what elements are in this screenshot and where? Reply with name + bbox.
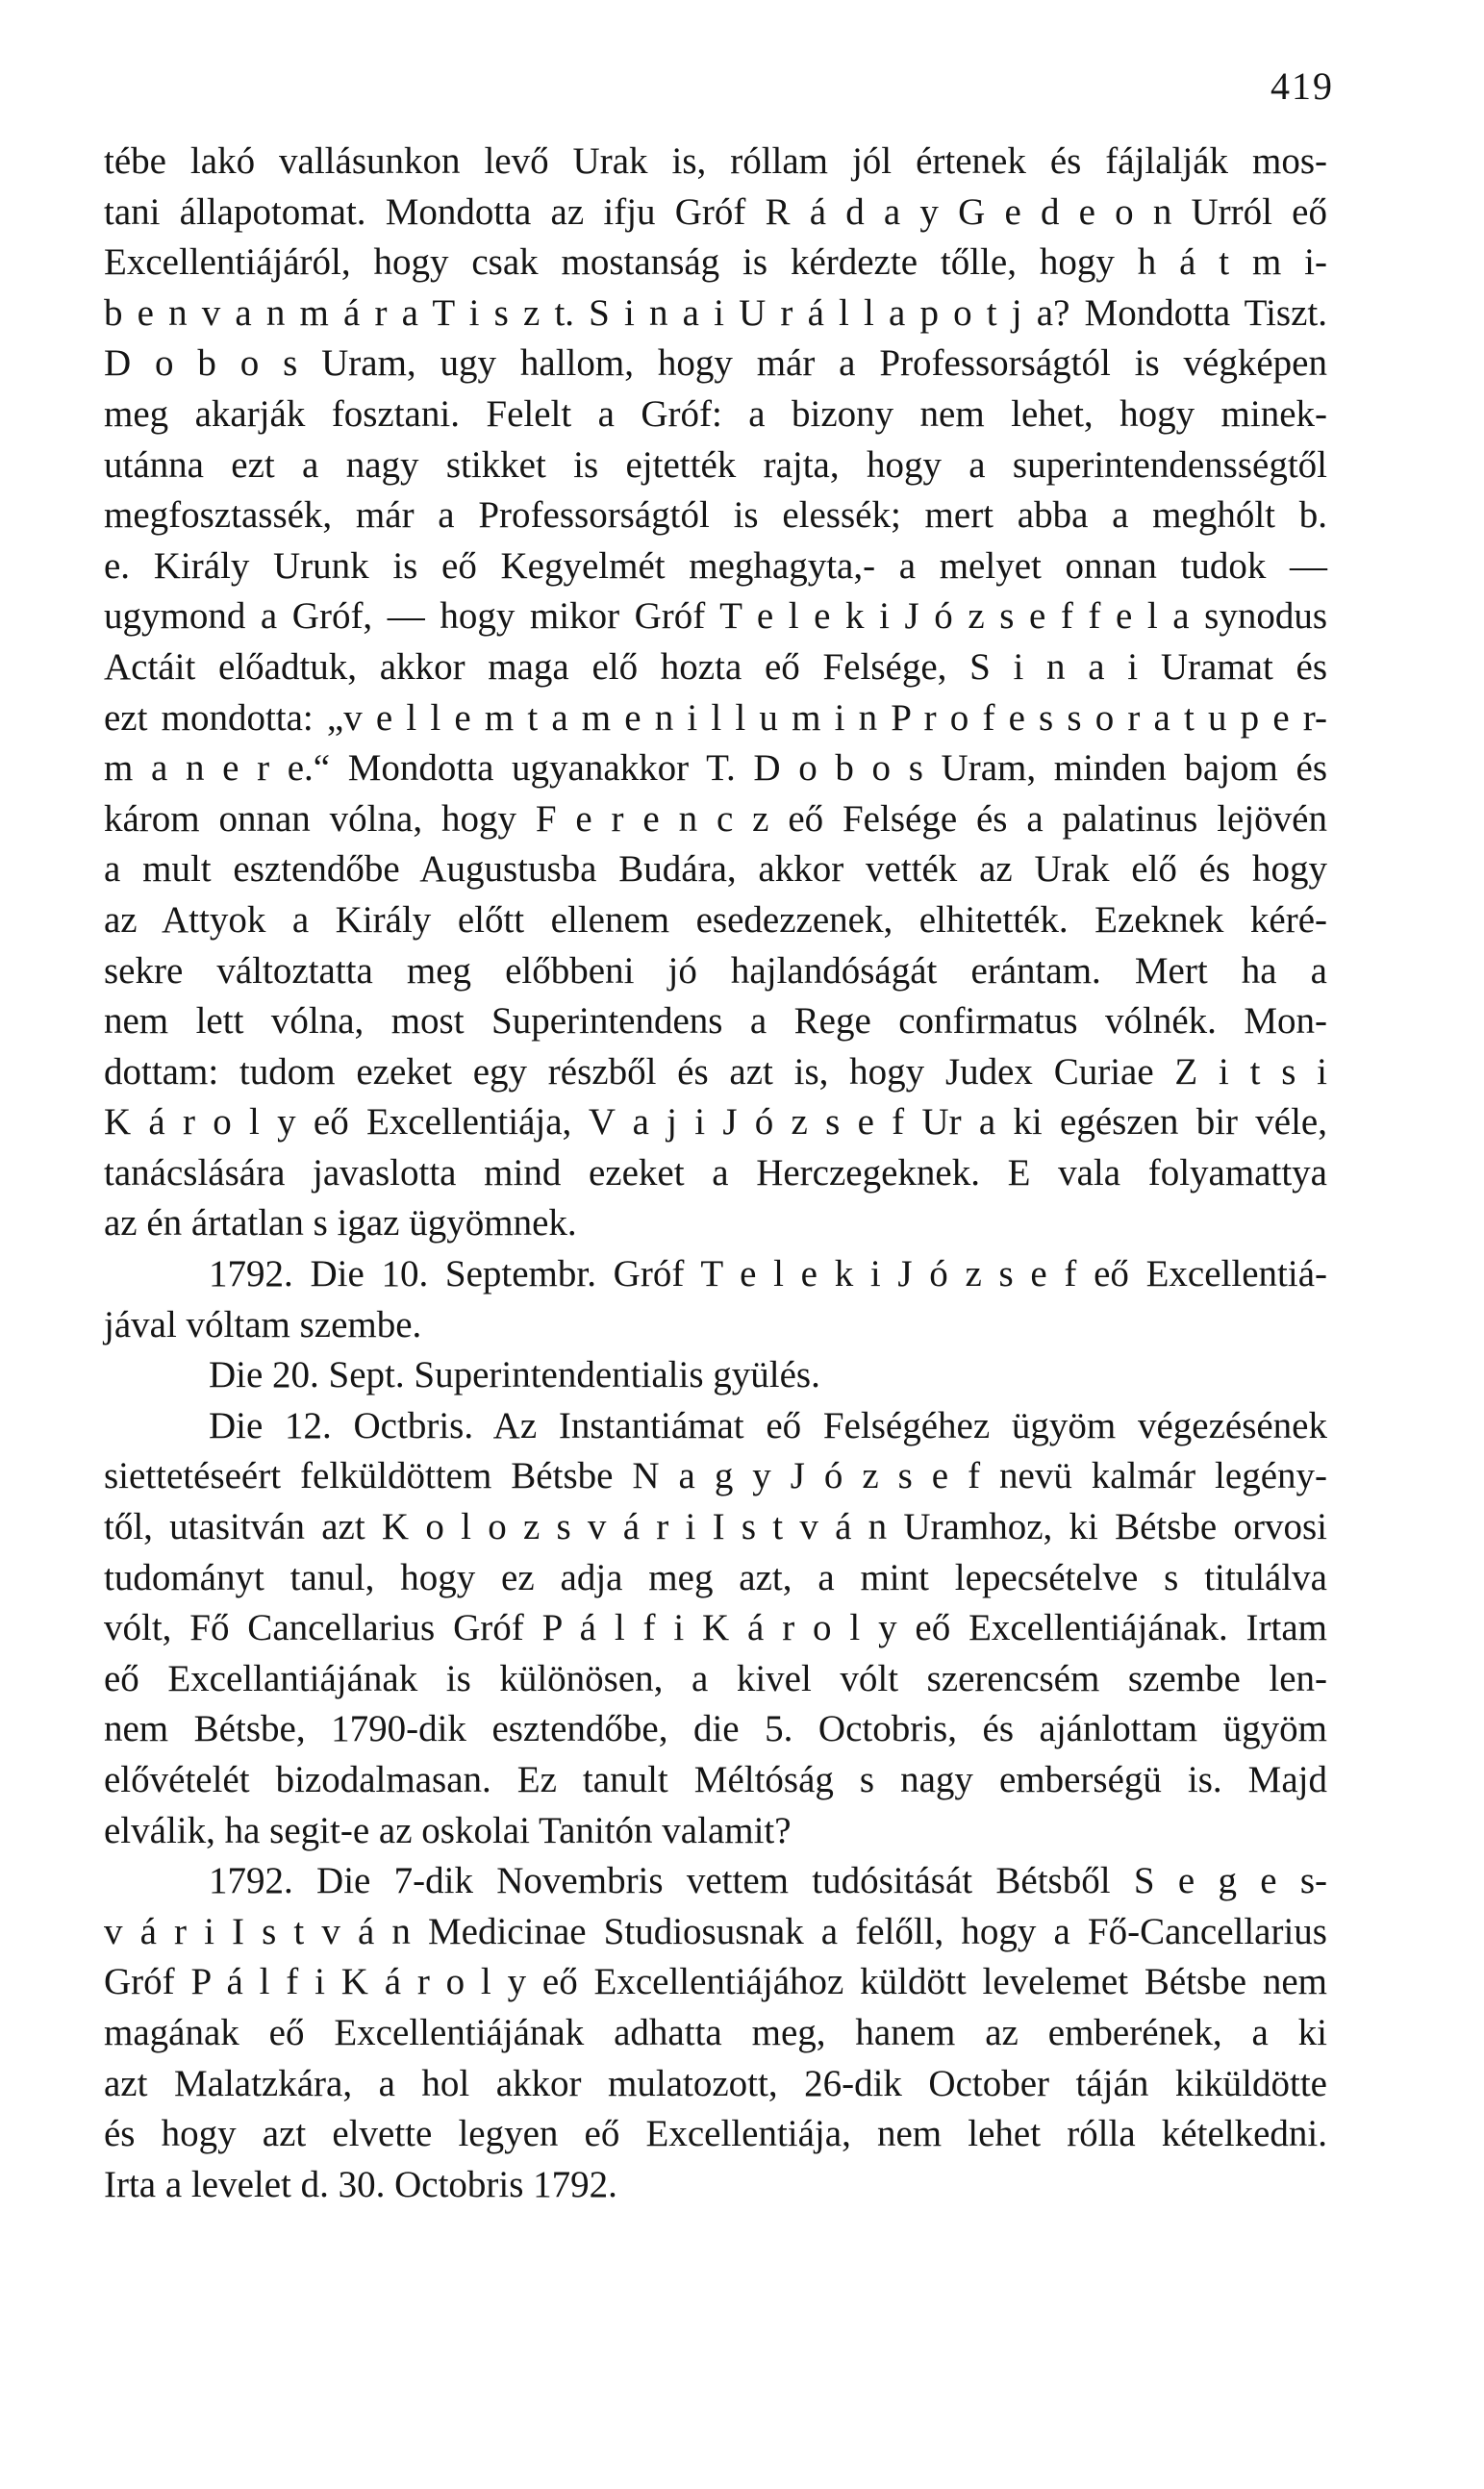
text-line: siettetéseért felküldöttem Bétsbe N a g y J ó z s e f nevü kalmár legény-	[104, 1455, 1327, 1497]
text-line: a mult esztendőbe Augustusba Budára, akkor vették az Urak elő és hogy	[104, 848, 1327, 891]
text-line: dottam: tudom ezeket egy részből és azt is, hogy Judex Curiae Z i t s i	[104, 1050, 1327, 1093]
text-line: ugymond a Gróf, — hogy mikor Gróf T e l e k i J ó z s e f f e l a synodus	[104, 595, 1327, 638]
text-line: károm onnan vólna, hogy F e r e n c z eő Felsége és a palatinus lejövén	[104, 797, 1327, 840]
text-line: Die 12. Octbris. Az Instantiámat eő Felségéhez ügyöm végezésének	[209, 1404, 1327, 1446]
text-line: megfosztassék, már a Professorságtól is elessék; mert abba a meghólt b.	[104, 494, 1327, 537]
text-line: vólt, Fő Cancellarius Gróf P á l f i K á r o l y eő Excellentiájának. Irtam	[104, 1607, 1327, 1649]
text-line: utánna ezt a nagy stikket is ejtették rajta, hogy a superintendensségtől	[104, 443, 1327, 486]
text-line: tudományt tanul, hogy ez adja meg azt, a mint lepecsételve s titulálva	[104, 1556, 1327, 1598]
text-line: magának eő Excellentiájának adhatta meg, hanem az emberének, a ki	[104, 2011, 1327, 2053]
text-line: azt Malatzkára, a hol akkor mulatozott, 26-dik October táján kiküldötte	[104, 2062, 1327, 2104]
text-line: Gróf P á l f i K á r o l y eő Excellentiájához küldött levelemet Bétsbe nem	[104, 1961, 1327, 2003]
text-line: elővételét bizodalmasan. Ez tanult Méltóság s nagy emberségü is. Majd	[104, 1759, 1327, 1800]
text-line: K á r o l y eő Excellentiája, V a j i J ó z s e f Ur a ki egészen bir véle,	[104, 1101, 1327, 1144]
text-line: nem lett vólna, most Superintendens a Rege confirmatus vólnék. Mon-	[104, 1000, 1327, 1043]
text-line: elválik, ha segit-e az oskolai Tanitón valamit?	[104, 1809, 792, 1851]
text-line: nem Bétsbe, 1790-dik esztendőbe, die 5. Octobris, és ajánlottam ügyöm	[104, 1708, 1327, 1750]
text-line: Excellentiájáról, hogy csak mostanság is kérdezte tőlle, hogy h á t m i-	[104, 241, 1327, 284]
text-line: eő Excellantiájának is különösen, a kivel vólt szerencsém szembe len-	[104, 1657, 1327, 1699]
text-line: v á r i I s t v á n Medicinae Studiosusnak a felőll, hogy a Fő-Cancellarius	[104, 1910, 1327, 1952]
text-line: tébe lakó vallásunkon levő Urak is, róllam jól értenek és fájlalják mos-	[104, 140, 1327, 182]
text-line: ezt mondotta: „v e l l e m t a m e n i l l u m i n P r o f e s s o r a t u p e r-	[104, 696, 1327, 739]
text-line: sekre változtatta meg előbbeni jó hajlandóságát erántam. Mert ha a	[104, 949, 1327, 992]
page-number: 419	[1270, 64, 1334, 108]
text-line: jával vóltam szembe.	[104, 1303, 422, 1345]
text-line: Irta a levelet d. 30. Octobris 1792.	[104, 2163, 617, 2205]
text-line: től, utasitván azt K o l o z s v á r i I s t v á n Uramhoz, ki Bétsbe orvosi	[104, 1506, 1327, 1548]
text-line: D o b o s Uram, ugy hallom, hogy már a Professorságtól is végképen	[104, 342, 1327, 385]
text-line: tani állapotomat. Mondotta az ifju Gróf R á d a y G e d e o n Urról eő	[104, 190, 1327, 233]
body-text	[104, 137, 1327, 2210]
text-line: az Attyok a Király előtt ellenem esedezzenek, elhitették. Ezeknek kéré-	[104, 898, 1327, 941]
text-line: Actáit előadtuk, akkor maga elő hozta eő Felsége, S i n a i Uramat és	[104, 645, 1327, 688]
text-line: m a n e r e.“ Mondotta ugyanakkor T. D o b o s Uram, minden bajom és	[104, 747, 1327, 790]
text-line: meg akarják fosztani. Felelt a Gróf: a bizony nem lehet, hogy minek-	[104, 392, 1327, 435]
text-line: e. Király Urunk is eő Kegyelmét meghagyta,- a melyet onnan tudok —	[104, 544, 1327, 587]
text-line: tanácslására javaslotta mind ezeket a Herczegeknek. E vala folyamattya	[104, 1151, 1327, 1194]
text-line: 1792. Die 7-dik Novembris vettem tudósitását Bétsből S e g e s-	[209, 1860, 1327, 1902]
text-line: Die 20. Sept. Superintendentialis gyülés.	[209, 1354, 820, 1396]
text-line: az én ártatlan s igaz ügyömnek.	[104, 1202, 577, 1244]
text-line: b e n v a n m á r a T i s z t. S i n a i U r á l l a p o t j a? Mondotta Tiszt.	[104, 291, 1327, 334]
text-line: 1792. Die 10. Septembr. Gróf T e l e k i J ó z s e f eő Excellentiá-	[209, 1253, 1327, 1295]
text-line: és hogy azt elvette legyen eő Excellentiája, nem lehet rólla kételkedni.	[104, 2113, 1327, 2155]
